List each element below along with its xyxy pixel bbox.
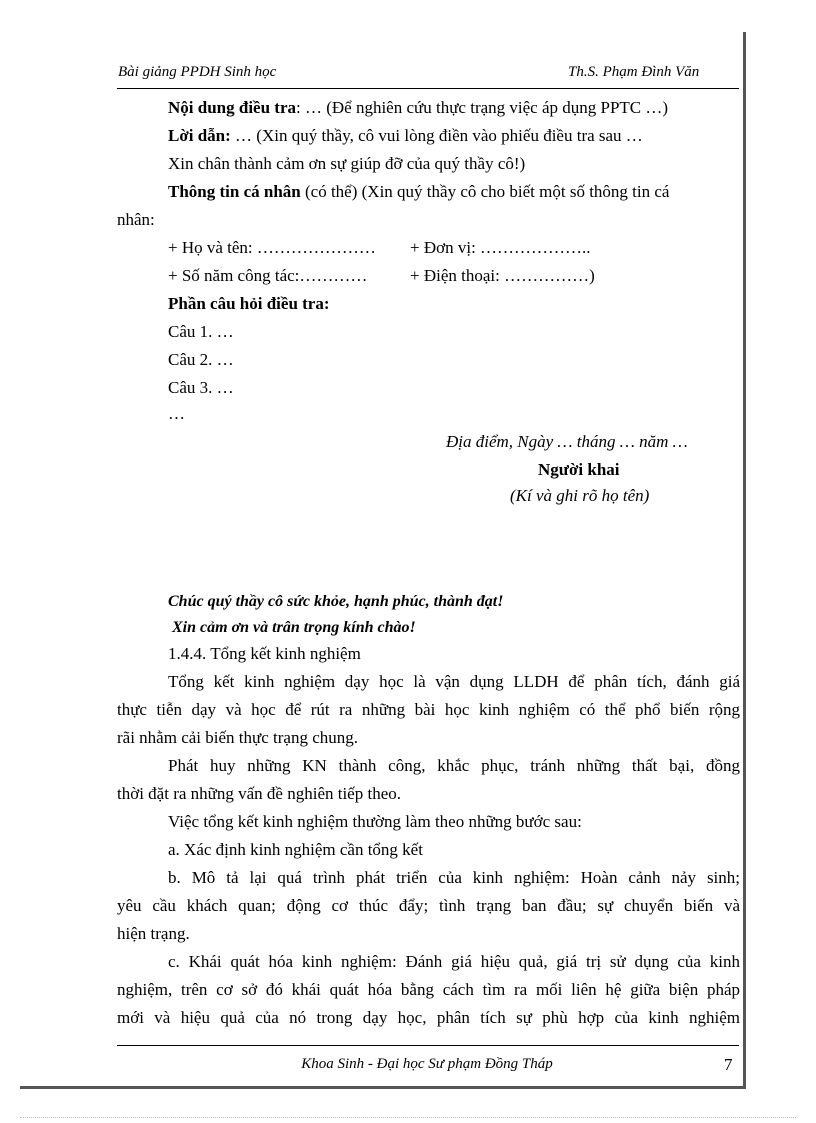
survey-content-line [168,98,668,118]
header-right-author: Th.S. Phạm Đình Văn [568,64,700,80]
question-3: Câu 3. … [168,378,234,397]
page-border-bottom [20,1086,746,1089]
paragraph-2-line-1: Phát huy những KN thành công, khắc phục, tránh những thất bại, đồng [168,756,740,775]
paragraph-1-line-2: thực tiễn dạy và học để rút ra những bài học kinh nghiệm có thể phổ biến rộng [117,700,740,719]
step-c-line-3: mới và hiệu quả của nó trong dạy học, phân tích sự phù hợp của kinh nghiệm [117,1008,740,1027]
questions-heading-text: Phần câu hỏi điều tra: [168,294,330,313]
signature-note: (Kí và ghi rõ họ tên) [510,486,650,505]
page-edge-dotted-line [20,1117,796,1118]
header-left-title: Bài giảng PPDH Sinh học [118,64,277,80]
signature-signer [538,460,620,480]
personal-info-label: Thông tin cá nhân [168,182,301,201]
step-a: a. Xác định kinh nghiệm cần tổng kết [168,840,423,859]
step-b-line-1: b. Mô tả lại quá trình phát triển của kinh nghiệm: Hoàn cảnh nảy sinh; [168,868,740,887]
paragraph-2-line-2: thời đặt ra những vấn đề nghiên tiếp theo. [117,784,401,803]
field-phone: + Điện thoại: ……………) [410,266,595,285]
closing-thanks: Xin cảm ơn và trân trọng kính chào! [172,619,416,636]
footer-text: Khoa Sinh - Đại học Sư phạm Đồng Tháp [301,1056,553,1072]
personal-info-text: (có thể) (Xin quý thầy cô cho biết một số thông tin cá [300,182,670,201]
question-2: Câu 2. … [168,350,234,369]
signature-signer-text: Người khai [538,460,620,479]
survey-thanks-line: Xin chân thành cảm ơn sự giúp đỡ của quý thầy cô!) [168,154,526,173]
closing-wish: Chúc quý thầy cô sức khỏe, hạnh phúc, thành đạt! [168,593,504,610]
page-border-right [743,32,746,1086]
paragraph-1-line-1: Tổng kết kinh nghiệm dạy học là vận dụng LLDH để phân tích, đánh giá [168,672,740,691]
header-rule [117,88,739,89]
footer-rule [117,1045,739,1046]
survey-intro-text: … (Xin quý thầy, cô vui lòng điền vào phiếu điều tra sau … [230,126,643,145]
signature-place-date: Địa điểm, Ngày … tháng … năm … [446,432,688,451]
question-1: Câu 1. … [168,322,234,341]
page-number: 7 [724,1055,733,1074]
step-c-line-1: c. Khái quát hóa kinh nghiệm: Đánh giá hiệu quả, giá trị sử dụng của kinh [168,952,740,971]
personal-info-line [168,182,669,202]
section-heading: 1.4.4. Tổng kết kinh nghiệm [168,644,361,663]
field-unit: + Đơn vị: ……………….. [410,238,591,257]
survey-intro-label: Lời dẫn: [168,126,231,145]
paragraph-3: Việc tổng kết kinh nghiệm thường làm theo những bước sau: [168,812,582,831]
personal-info-continued: nhân: [117,210,155,229]
question-ellipsis: … [168,404,185,423]
field-years-worked: + Số năm công tác:………… [168,266,368,285]
questions-heading [168,294,330,314]
step-b-line-2: yêu cầu khách quan; động cơ thúc đẩy; tình trạng ban đầu; sự chuyển biến và [117,896,740,915]
field-full-name: + Họ và tên: ………………… [168,238,376,257]
survey-intro-line [168,126,643,146]
paragraph-1-line-3: rãi nhằm cải biến thực trạng chung. [117,728,358,747]
step-c-line-2: nghiệm, trên cơ sở đó khái quát hóa bằng cách tìm ra mối liên hệ giữa biện pháp [117,980,740,999]
survey-content-text: : … (Để nghiên cứu thực trạng việc áp dụng PPTC …) [296,98,669,117]
survey-content-label: Nội dung điều tra [168,98,296,117]
step-b-line-3: hiện trạng. [117,924,190,943]
